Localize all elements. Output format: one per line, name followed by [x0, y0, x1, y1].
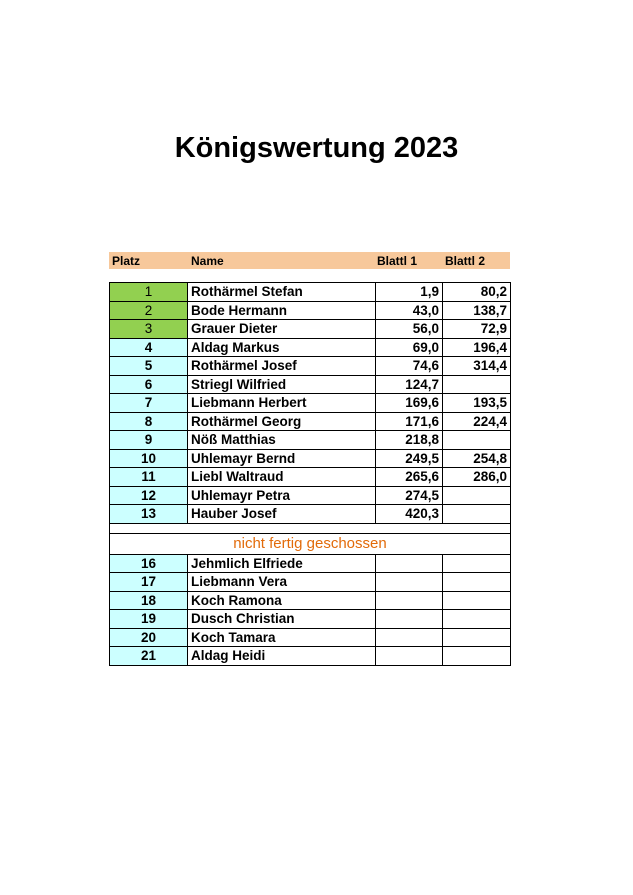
rank-cell: 10 — [110, 449, 188, 468]
blattl2-cell: 193,5 — [443, 394, 511, 413]
note-text: nicht fertig geschossen — [110, 533, 511, 554]
blattl1-cell — [376, 647, 443, 666]
unfinished-rows — [110, 554, 511, 665]
blattl1-cell: 218,8 — [376, 431, 443, 450]
blattl2-cell — [443, 610, 511, 629]
table-row — [110, 394, 511, 413]
blattl1-cell: 124,7 — [376, 375, 443, 394]
rank-cell: 5 — [110, 357, 188, 376]
rank-cell: 21 — [110, 647, 188, 666]
column-header-bar — [109, 252, 510, 269]
blattl1-cell — [376, 628, 443, 647]
name-cell: Liebl Waltraud — [188, 468, 376, 487]
name-cell: Rothärmel Josef — [188, 357, 376, 376]
table-row — [110, 431, 511, 450]
blattl1-cell: 1,9 — [376, 283, 443, 302]
rank-cell: 17 — [110, 573, 188, 592]
header-blattl2: Blattl 2 — [445, 254, 486, 268]
blattl2-cell: 314,4 — [443, 357, 511, 376]
header-name: Name — [191, 254, 224, 268]
name-cell: Dusch Christian — [188, 610, 376, 629]
blattl2-cell: 138,7 — [443, 301, 511, 320]
blattl2-cell: 286,0 — [443, 468, 511, 487]
rank-cell: 20 — [110, 628, 188, 647]
rank-cell: 12 — [110, 486, 188, 505]
name-cell: Koch Tamara — [188, 628, 376, 647]
blattl1-cell: 265,6 — [376, 468, 443, 487]
table-row — [110, 505, 511, 524]
blattl2-cell: 80,2 — [443, 283, 511, 302]
table-row — [110, 338, 511, 357]
blattl2-cell: 224,4 — [443, 412, 511, 431]
ranking-table — [109, 282, 511, 666]
blattl2-cell — [443, 431, 511, 450]
rank-cell: 9 — [110, 431, 188, 450]
blattl2-cell: 254,8 — [443, 449, 511, 468]
table-row — [110, 301, 511, 320]
blattl2-cell — [443, 554, 511, 573]
rank-cell: 16 — [110, 554, 188, 573]
spacer-row — [110, 523, 511, 533]
name-cell: Liebmann Herbert — [188, 394, 376, 413]
rank-cell: 6 — [110, 375, 188, 394]
blattl1-cell: 74,6 — [376, 357, 443, 376]
table-row — [110, 573, 511, 592]
note-row — [110, 533, 511, 554]
blattl2-cell — [443, 628, 511, 647]
name-cell: Bode Hermann — [188, 301, 376, 320]
blattl1-cell: 56,0 — [376, 320, 443, 339]
blattl1-cell: 274,5 — [376, 486, 443, 505]
table-row — [110, 320, 511, 339]
table-row — [110, 375, 511, 394]
table-row — [110, 610, 511, 629]
name-cell: Aldag Markus — [188, 338, 376, 357]
blattl2-cell — [443, 591, 511, 610]
name-cell: Uhlemayr Bernd — [188, 449, 376, 468]
header-platz: Platz — [112, 254, 141, 268]
rank-cell: 18 — [110, 591, 188, 610]
table-row — [110, 647, 511, 666]
table-row — [110, 412, 511, 431]
rank-cell: 8 — [110, 412, 188, 431]
blattl2-cell — [443, 375, 511, 394]
name-cell: Hauber Josef — [188, 505, 376, 524]
ranked-rows — [110, 283, 511, 524]
page-title: Königswertung 2023 — [174, 132, 459, 164]
rank-cell: 4 — [110, 338, 188, 357]
blattl2-cell — [443, 647, 511, 666]
blattl1-cell — [376, 591, 443, 610]
blattl1-cell: 249,5 — [376, 449, 443, 468]
name-cell: Striegl Wilfried — [188, 375, 376, 394]
name-cell: Nöß Matthias — [188, 431, 376, 450]
header-blattl1: Blattl 1 — [377, 254, 418, 268]
table-row — [110, 591, 511, 610]
rank-cell: 7 — [110, 394, 188, 413]
blattl2-cell: 72,9 — [443, 320, 511, 339]
table-row — [110, 283, 511, 302]
blattl1-cell: 169,6 — [376, 394, 443, 413]
name-cell: Jehmlich Elfriede — [188, 554, 376, 573]
name-cell: Liebmann Vera — [188, 573, 376, 592]
table-row — [110, 554, 511, 573]
blattl2-cell — [443, 573, 511, 592]
name-cell: Koch Ramona — [188, 591, 376, 610]
rank-cell: 3 — [110, 320, 188, 339]
table-row — [110, 357, 511, 376]
table-row — [110, 449, 511, 468]
name-cell: Aldag Heidi — [188, 647, 376, 666]
rank-cell: 13 — [110, 505, 188, 524]
blattl2-cell — [443, 505, 511, 524]
blattl2-cell: 196,4 — [443, 338, 511, 357]
blattl1-cell — [376, 554, 443, 573]
blattl1-cell: 171,6 — [376, 412, 443, 431]
blattl2-cell — [443, 486, 511, 505]
rank-cell: 2 — [110, 301, 188, 320]
blattl1-cell: 43,0 — [376, 301, 443, 320]
rank-cell: 11 — [110, 468, 188, 487]
blattl1-cell: 420,3 — [376, 505, 443, 524]
rank-cell: 1 — [110, 283, 188, 302]
table-row — [110, 486, 511, 505]
rank-cell: 19 — [110, 610, 188, 629]
name-cell: Grauer Dieter — [188, 320, 376, 339]
name-cell: Rothärmel Stefan — [188, 283, 376, 302]
table-row — [110, 628, 511, 647]
name-cell: Rothärmel Georg — [188, 412, 376, 431]
name-cell: Uhlemayr Petra — [188, 486, 376, 505]
blattl1-cell: 69,0 — [376, 338, 443, 357]
table-row — [110, 468, 511, 487]
blattl1-cell — [376, 573, 443, 592]
blattl1-cell — [376, 610, 443, 629]
